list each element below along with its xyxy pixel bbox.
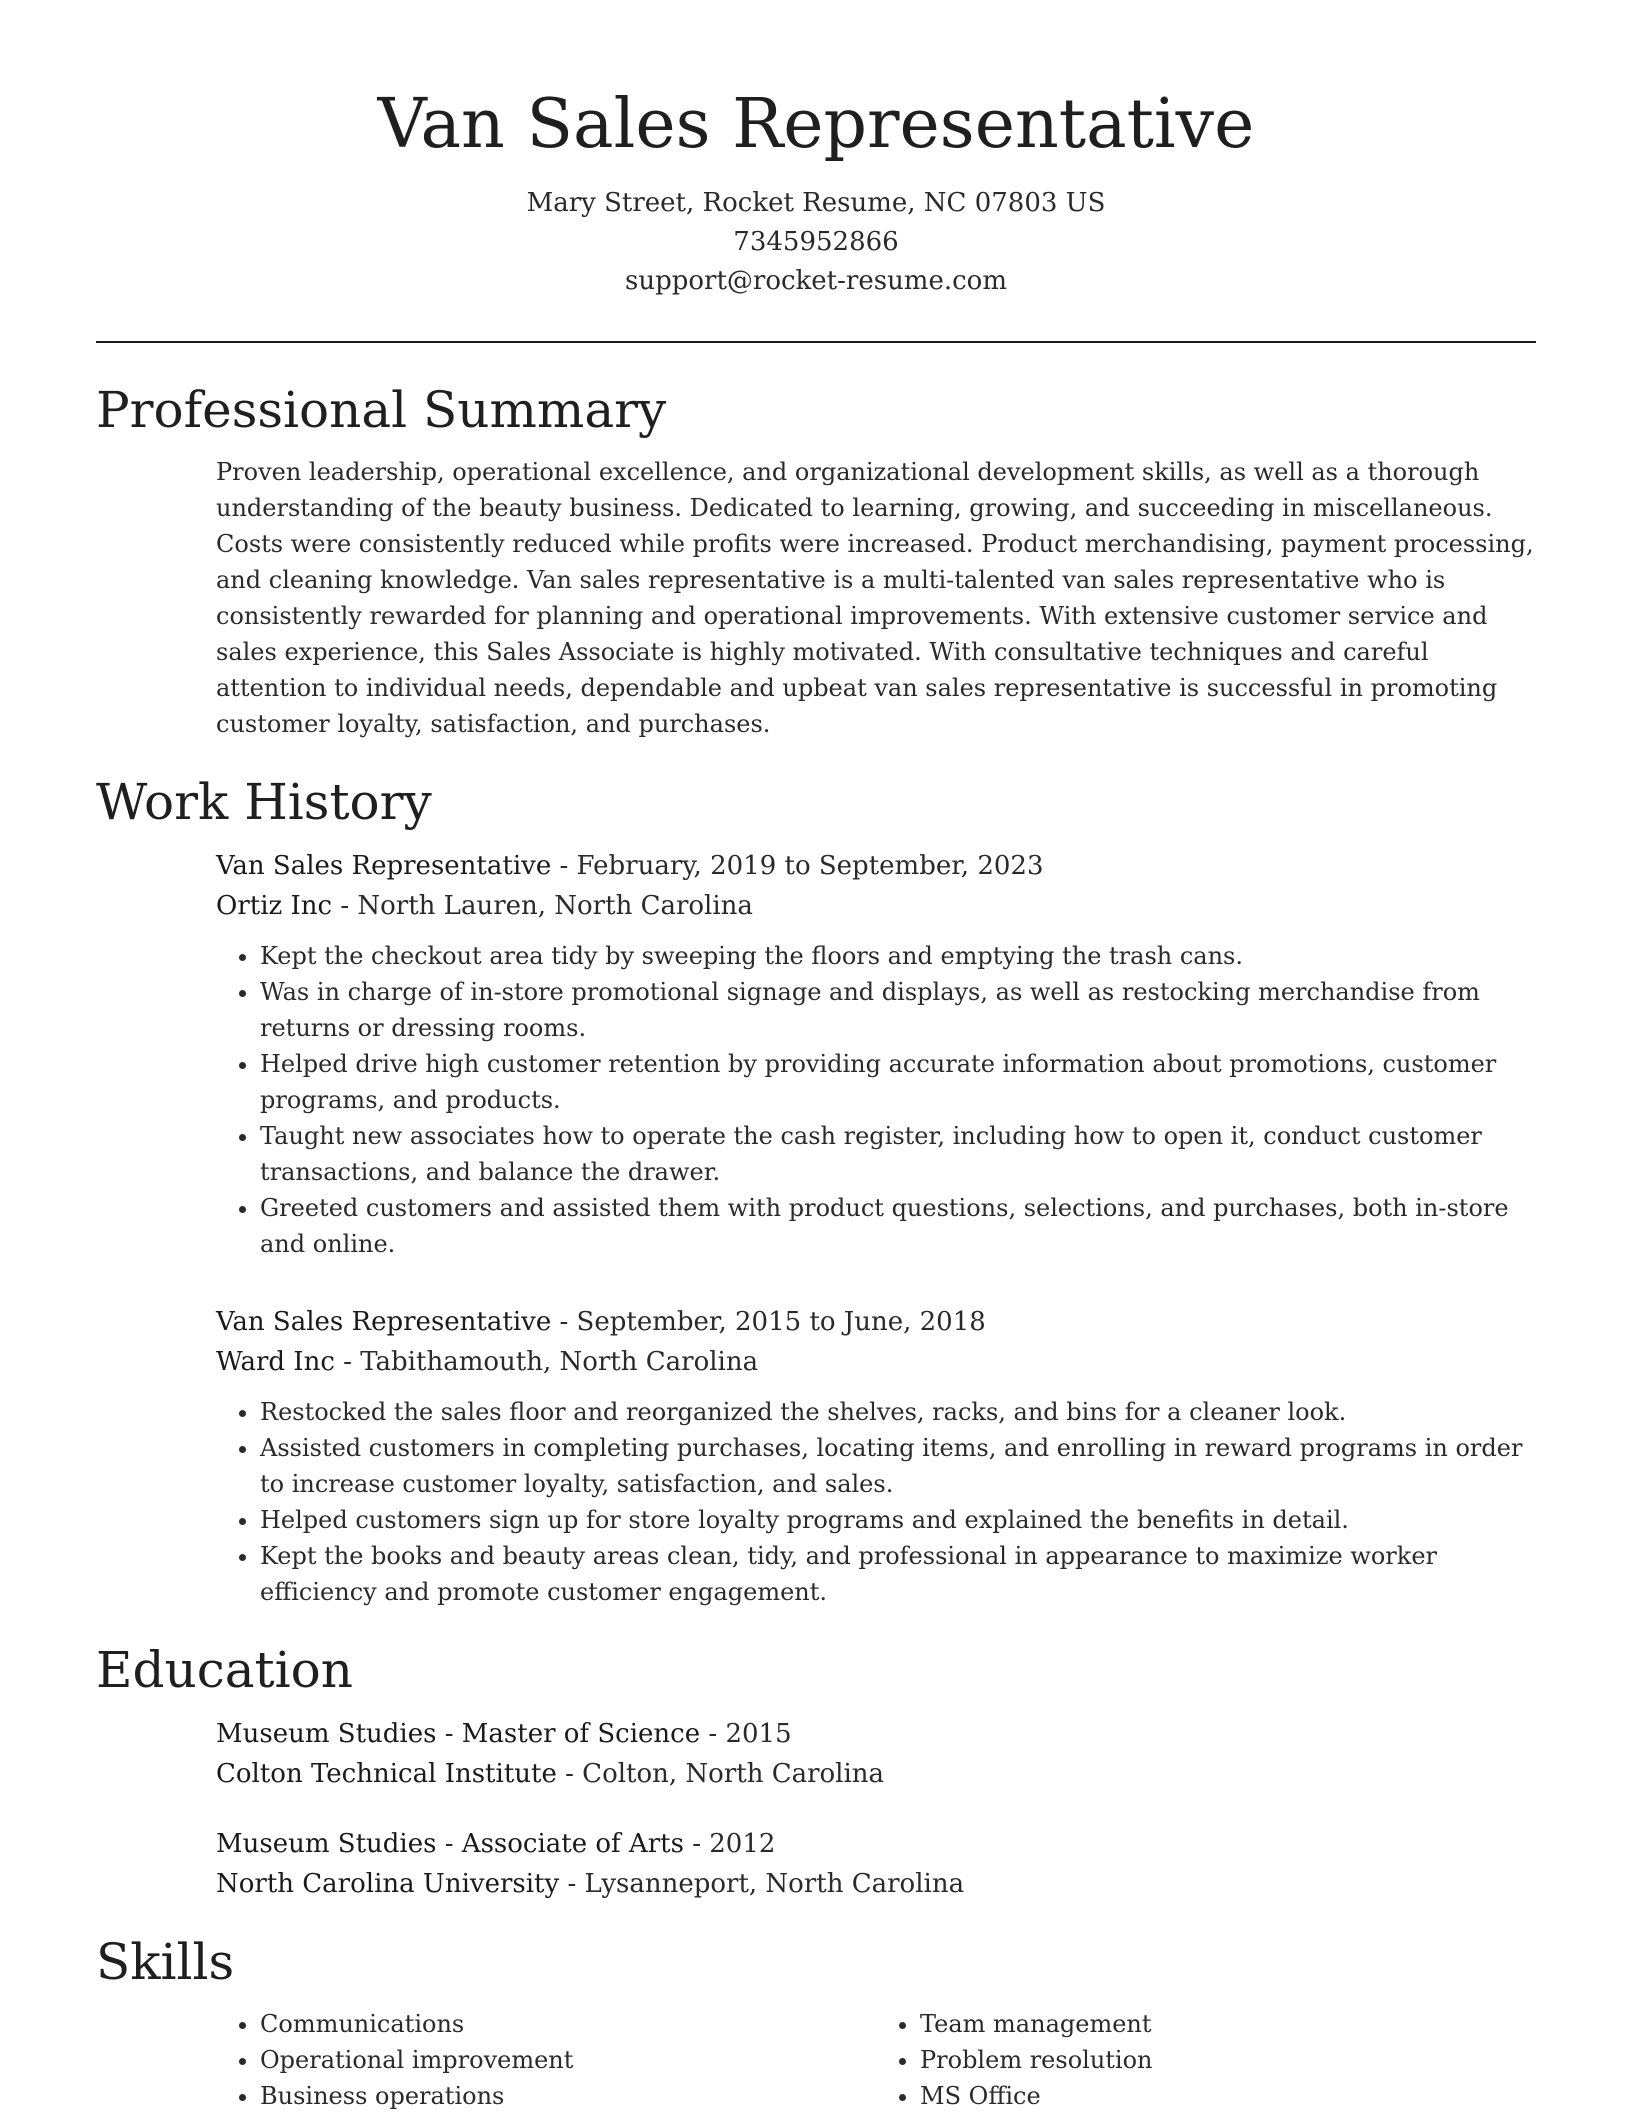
education-entry <box>216 1824 1536 1904</box>
job-dates: February, 2019 to September, 2023 <box>576 851 1044 881</box>
list-item: • Team management <box>920 2006 1536 2042</box>
education-year: 2015 <box>725 1719 792 1749</box>
list-item: • Restocked the sales floor and reorganized the shelves, racks, and bins for a cleaner look. <box>260 1394 1536 1430</box>
list-item: • Communications <box>260 2006 876 2042</box>
education-section <box>96 1640 1536 1904</box>
skills-columns <box>216 2006 1536 2112</box>
work-history-section <box>96 772 1536 1610</box>
list-item: • Business operations <box>260 2078 876 2112</box>
education-degree: Master of Science <box>461 1719 701 1749</box>
degree-line <box>216 1824 1536 1864</box>
separator: - <box>559 1869 585 1899</box>
resume-header <box>0 0 1632 301</box>
separator: - <box>332 891 358 921</box>
list-item: • MS Office <box>920 2078 1536 2112</box>
address-text: Mary Street, Rocket Resume, NC 07803 US <box>526 187 1106 218</box>
education-degree: Associate of Arts <box>461 1829 684 1859</box>
education-entry <box>216 1714 1536 1794</box>
separator: - <box>551 1307 577 1337</box>
job-company: Ward Inc <box>216 1347 335 1377</box>
job-company-line <box>216 886 1536 926</box>
separator: - <box>436 1719 462 1749</box>
education-school: Colton Technical Institute <box>216 1759 557 1789</box>
job-role: Van Sales Representative <box>216 1307 552 1337</box>
email-text: support@rocket-resume.com <box>624 265 1007 296</box>
list-item: • Operational improvement <box>260 2042 876 2078</box>
education-school: North Carolina University <box>216 1869 560 1899</box>
job-entry <box>216 846 1536 1262</box>
separator: - <box>334 1347 361 1377</box>
skills-list-left <box>216 2006 876 2112</box>
list-item: • Kept the books and beauty areas clean, tidy, and professional in appearance to maximize worker efficiency and promote customer engagement. <box>260 1538 1536 1610</box>
separator: - <box>683 1829 710 1859</box>
education-heading: Education <box>96 1641 353 1699</box>
job-location: North Lauren, North Carolina <box>357 891 753 921</box>
list-item: • Greeted customers and assisted them with product questions, selections, and purchases, both in-store and online. <box>260 1190 1536 1262</box>
list-item: • Helped drive high customer retention by providing accurate information about promotions, customer programs, and products. <box>260 1046 1536 1118</box>
job-company: Ortiz Inc <box>216 891 333 921</box>
skills-heading: Skills <box>96 1933 235 1991</box>
header-divider <box>96 341 1536 343</box>
separator: - <box>436 1829 462 1859</box>
job-dates: September, 2015 to June, 2018 <box>576 1307 986 1337</box>
skills-list-right <box>876 2006 1536 2112</box>
job-title-line <box>216 1302 1536 1342</box>
separator: - <box>556 1759 583 1789</box>
job-entry <box>216 1302 1536 1610</box>
list-item: • Helped customers sign up for store loyalty programs and explained the benefits in detail. <box>260 1502 1536 1538</box>
phone-text: 7345952866 <box>733 226 899 257</box>
degree-line <box>216 1714 1536 1754</box>
job-role: Van Sales Representative <box>216 851 552 881</box>
list-item: • Assisted customers in completing purchases, locating items, and enrolling in reward programs in order to increase customer loyalty, satisfaction, and sales. <box>260 1430 1536 1502</box>
education-location: Lysanneport, North Carolina <box>584 1869 965 1899</box>
contact-info <box>0 184 1632 301</box>
work-history-heading: Work History <box>96 773 432 831</box>
list-item: • Was in charge of in-store promotional signage and displays, as well as restocking merchandise from returns or dressing rooms. <box>260 974 1536 1046</box>
school-line <box>216 1864 1536 1904</box>
list-item: • Kept the checkout area tidy by sweeping the floors and emptying the trash cans. <box>260 938 1536 974</box>
education-location: Colton, North Carolina <box>582 1759 885 1789</box>
job-bullets <box>216 1394 1536 1610</box>
education-field: Museum Studies <box>216 1829 437 1859</box>
school-line <box>216 1754 1536 1794</box>
education-year: 2012 <box>709 1829 776 1859</box>
job-location: Tabithamouth, North Carolina <box>360 1347 759 1377</box>
job-company-line <box>216 1342 1536 1382</box>
summary-text: Proven leadership, operational excellence, and organizational development skills, as well as a thorough understanding of the beauty business. Dedicated to learning, growing, and succeeding in miscellaneous. Costs were consistently reduced while profits were increased. Product merchandising, payment processing, and cleaning knowledge. Van sales representative is a multi-talented van sales representative who is consistently rewarded for planning and operational improvements. With extensive customer service and sales experience, this Sales Associate is highly motivated. With consultative techniques and careful attention to individual needs, dependable and upbeat van sales representative is successful in promoting customer loyalty, satisfaction, and purchases. <box>216 458 1534 738</box>
job-title-line <box>216 846 1536 886</box>
skills-section <box>96 1932 1536 2112</box>
list-item: • Problem resolution <box>920 2042 1536 2078</box>
separator: - <box>700 1719 726 1749</box>
separator: - <box>551 851 577 881</box>
job-bullets <box>216 938 1536 1262</box>
list-item: • Taught new associates how to operate the cash register, including how to open it, conduct customer transactions, and balance the drawer. <box>260 1118 1536 1190</box>
education-field: Museum Studies <box>216 1719 437 1749</box>
page-title: Van Sales Representative <box>377 85 1255 164</box>
summary-heading: Professional Summary <box>96 381 667 439</box>
summary-section <box>96 380 1536 742</box>
